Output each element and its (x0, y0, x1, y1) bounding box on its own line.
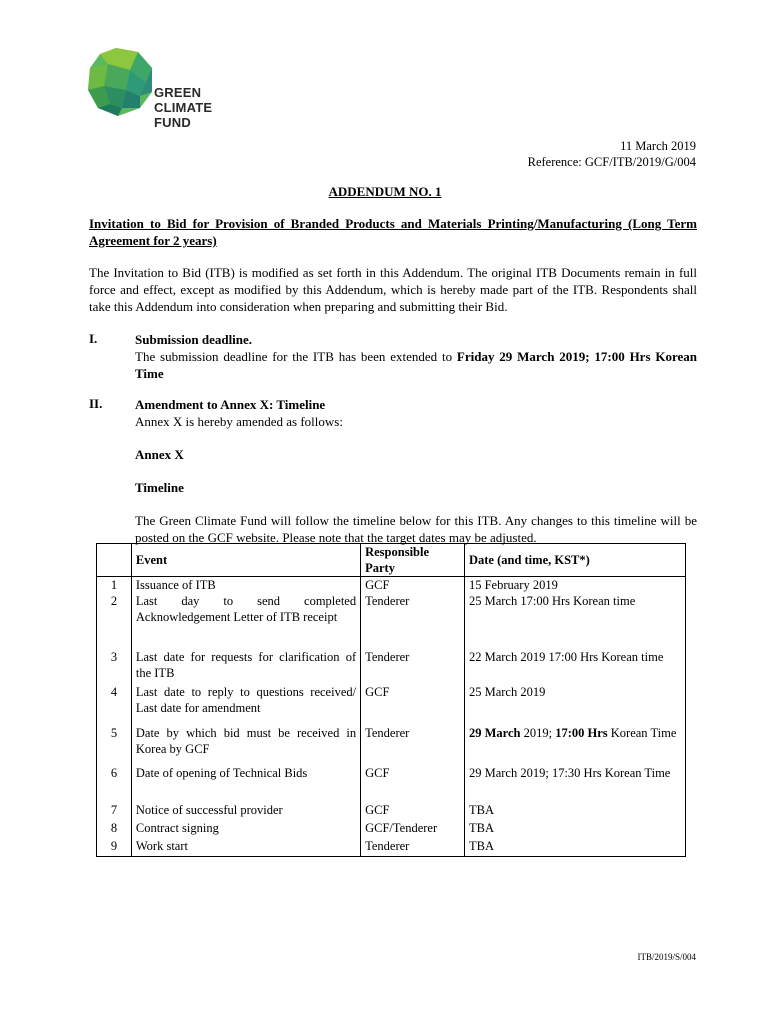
row-party: Tenderer (361, 649, 465, 684)
row-event: Work start (131, 838, 360, 856)
letter-date: 11 March 2019 (620, 139, 696, 153)
logo-line-1: GREEN (154, 85, 202, 100)
gcf-logo-text (154, 85, 212, 130)
row-date-text: Korean Time (607, 726, 677, 740)
section-1 (135, 331, 697, 382)
gcf-logo-mark (86, 46, 156, 123)
row-event: Contract signing (131, 820, 360, 838)
header-party: Responsible Party (361, 544, 465, 577)
row-event: Notice of successful provider (131, 802, 360, 820)
table-row (97, 649, 686, 684)
row-event: Date of opening of Technical Bids (131, 765, 360, 802)
row-date-text: 2019; (520, 726, 556, 740)
table-row (97, 577, 686, 594)
table-row (97, 802, 686, 820)
table-row (97, 838, 686, 856)
section-2-number: II. (89, 396, 103, 411)
row-num: 5 (97, 725, 132, 765)
row-party: Tenderer (361, 725, 465, 765)
header-num (97, 544, 132, 577)
section-1-text-plain: The submission deadline for the ITB has been extended to (135, 349, 457, 364)
document-footer-code: ITB/2019/S/004 (637, 952, 696, 962)
reference-number: Reference: GCF/ITB/2019/G/004 (527, 155, 696, 169)
table-row (97, 593, 686, 649)
table-row (97, 765, 686, 802)
row-event: Date by which bid must be received in Korea by GCF (131, 725, 360, 765)
table-row (97, 684, 686, 725)
timeline-intro: The Green Climate Fund will follow the timeline below for this ITB. Any changes to this timeline will be posted on the GCF website. Please note that the target dates may be adjusted. (135, 513, 697, 545)
logo-line-2: CLIMATE (154, 100, 213, 115)
header-event: Event (131, 544, 360, 577)
row-party: GCF (361, 577, 465, 594)
row-num: 7 (97, 802, 132, 820)
row-num: 2 (97, 593, 132, 649)
row-party: GCF (361, 684, 465, 725)
row-num: 4 (97, 684, 132, 725)
row-date: 22 March 2019 17:00 Hrs Korean time (464, 649, 685, 684)
intro-paragraph: The Invitation to Bid (ITB) is modified as set forth in this Addendum. The original ITB Documents remain in full force and effect, except as modified by this Addendum, which is hereby made part of the ITB. Respondents shall take this Addendum into consideration when preparing and submitting their Bid. (89, 265, 697, 314)
row-num: 3 (97, 649, 132, 684)
section-2-text: Annex X is hereby amended as follows: (135, 414, 343, 429)
header-date: Date (and time, KST*) (464, 544, 685, 577)
row-date: 25 March 2019 (464, 684, 685, 725)
section-1-deadline: Friday 29 March 2019; 17:00 Hrs Korean Time (135, 349, 697, 381)
row-party: GCF (361, 802, 465, 820)
row-event: Last day to send completed Acknowledgement Letter of ITB receipt (131, 593, 360, 649)
section-1-text (135, 348, 697, 382)
table-row (97, 820, 686, 838)
row-date: TBA (464, 838, 685, 856)
row-date: 29 March 2019; 17:30 Hrs Korean Time (464, 765, 685, 802)
timeline-table (96, 543, 686, 857)
row-num: 1 (97, 577, 132, 594)
timeline-heading: Timeline (135, 480, 184, 495)
letter-date-block (528, 138, 696, 170)
table-header-row (97, 544, 686, 577)
row-num: 8 (97, 820, 132, 838)
document-subtitle: Invitation to Bid for Provision of Branded Products and Materials Printing/Manufacturing (Long Term Agreement for 2 years) (89, 216, 697, 248)
section-1-number: I. (89, 331, 98, 346)
section-1-heading: Submission deadline. (135, 332, 253, 347)
row-num: 6 (97, 765, 132, 802)
row-event: Last date to reply to questions received/ Last date for amendment (131, 684, 360, 725)
section-2-heading: Amendment to Annex X: Timeline (135, 397, 326, 412)
row-date: TBA (464, 802, 685, 820)
row-date (464, 725, 685, 765)
section-2 (135, 396, 697, 546)
document-title: ADDENDUM NO. 1 (328, 184, 442, 199)
row-date-bold: 17:00 Hrs (555, 726, 608, 740)
row-party: GCF/Tenderer (361, 820, 465, 838)
row-date: 15 February 2019 (464, 577, 685, 594)
table-row (97, 725, 686, 765)
row-date: 25 March 17:00 Hrs Korean time (464, 593, 685, 649)
annex-heading: Annex X (135, 447, 184, 462)
row-event: Issuance of ITB (131, 577, 360, 594)
logo-line-3: FUND (154, 115, 191, 130)
row-party: GCF (361, 765, 465, 802)
row-num: 9 (97, 838, 132, 856)
row-date: TBA (464, 820, 685, 838)
row-party: Tenderer (361, 838, 465, 856)
row-date-bold: 29 March (468, 726, 521, 740)
row-party: Tenderer (361, 593, 465, 649)
row-event: Last date for requests for clarification of the ITB (131, 649, 360, 684)
